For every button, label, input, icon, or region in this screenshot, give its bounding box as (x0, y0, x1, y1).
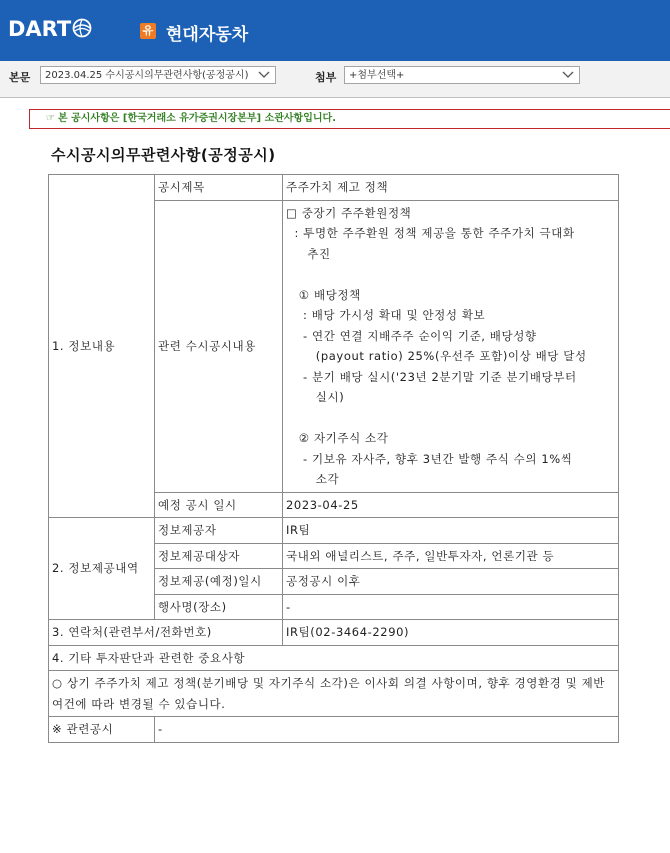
document-toolbar (0, 61, 670, 98)
target-value: 국내외 애널리스트, 주주, 일반투자자, 언론기관 등 (283, 543, 619, 569)
scheduled-date-label: 예정 공시 일시 (155, 492, 283, 518)
section4-label: 4. 기타 투자판단과 관련한 중요사항 (49, 645, 619, 671)
chevron-down-icon (255, 67, 273, 83)
document-content (0, 98, 670, 853)
main-select-value: 2023.04.25 수시공시의무관련사항(공정공시) (45, 70, 249, 81)
market-badge: 유 (140, 23, 156, 39)
provider-label: 정보제공자 (155, 518, 283, 544)
disclosure-title-value: 주주가치 제고 정책 (283, 175, 619, 201)
attach-select-value: +첨부선택+ (349, 70, 405, 81)
provide-date-label: 정보제공(예정)일시 (155, 569, 283, 595)
main-label: 본문 (9, 71, 31, 84)
section1-label: 1. 정보내용 (49, 175, 155, 518)
related-label: 관련 수시공시내용 (155, 200, 283, 492)
document-title: 수시공시의무관련사항(공정공시) (51, 146, 276, 164)
target-label: 정보제공대상자 (155, 543, 283, 569)
notice-banner (29, 109, 670, 129)
company-name: 현대자동차 (166, 25, 249, 45)
related-notice-label: ※ 관련공시 (49, 717, 155, 743)
chevron-down-icon (559, 67, 577, 83)
event-label: 행사명(장소) (155, 594, 283, 620)
section3-label: 3. 연락처(관련부서/전화번호) (49, 620, 283, 646)
main-document-select[interactable] (40, 66, 276, 84)
disclosure-title-label: 공시제목 (155, 175, 283, 201)
event-value: - (283, 594, 619, 620)
logo-text: DART (8, 17, 72, 41)
provide-date-value: 공정공시 이후 (283, 569, 619, 595)
attachment-select[interactable] (344, 66, 580, 84)
provider-value: IR팀 (283, 518, 619, 544)
section4-content: ○ 상기 주주가치 제고 정책(분기배당 및 자기주식 소각)은 이사회 의결 사항이며, 향후 경영환경 및 제반 여건에 따라 변경될 수 있습니다. (49, 671, 619, 717)
section3-value: IR팀(02-3464-2290) (283, 620, 619, 646)
related-notice-value: - (155, 717, 619, 743)
globe-icon (72, 18, 92, 38)
dart-logo[interactable] (8, 14, 92, 44)
app-header (0, 0, 670, 61)
attach-label: 첨부 (315, 71, 337, 84)
disclosure-table (48, 174, 619, 743)
related-content: □ 중장기 주주환원정책 : 투명한 주주환원 정책 제공을 통한 주주가치 극대화 추진 ① 배당정책 : 배당 가시성 확대 및 안정성 확보 - 연간 연결 지배주주 순이익 기준, 배당성향 (payout ratio) 25%(우선주 포함)이상 배당 달성 - 분기 배당 실시('23년 2분기말 기준 분기배당부터 실시) ② 자기주식 소각 - 기보유 자사주, 향후 3년간 발행 주식 수의 1%씩 소각 (283, 200, 619, 492)
scheduled-date-value: 2023-04-25 (283, 492, 619, 518)
section2-label: 2. 정보제공내역 (49, 518, 155, 620)
notice-text: 본 공시사항은 [한국거래소 유가증권시장본부] 소관사항입니다. (57, 113, 336, 124)
pointing-hand-icon: ☞ (46, 113, 55, 124)
